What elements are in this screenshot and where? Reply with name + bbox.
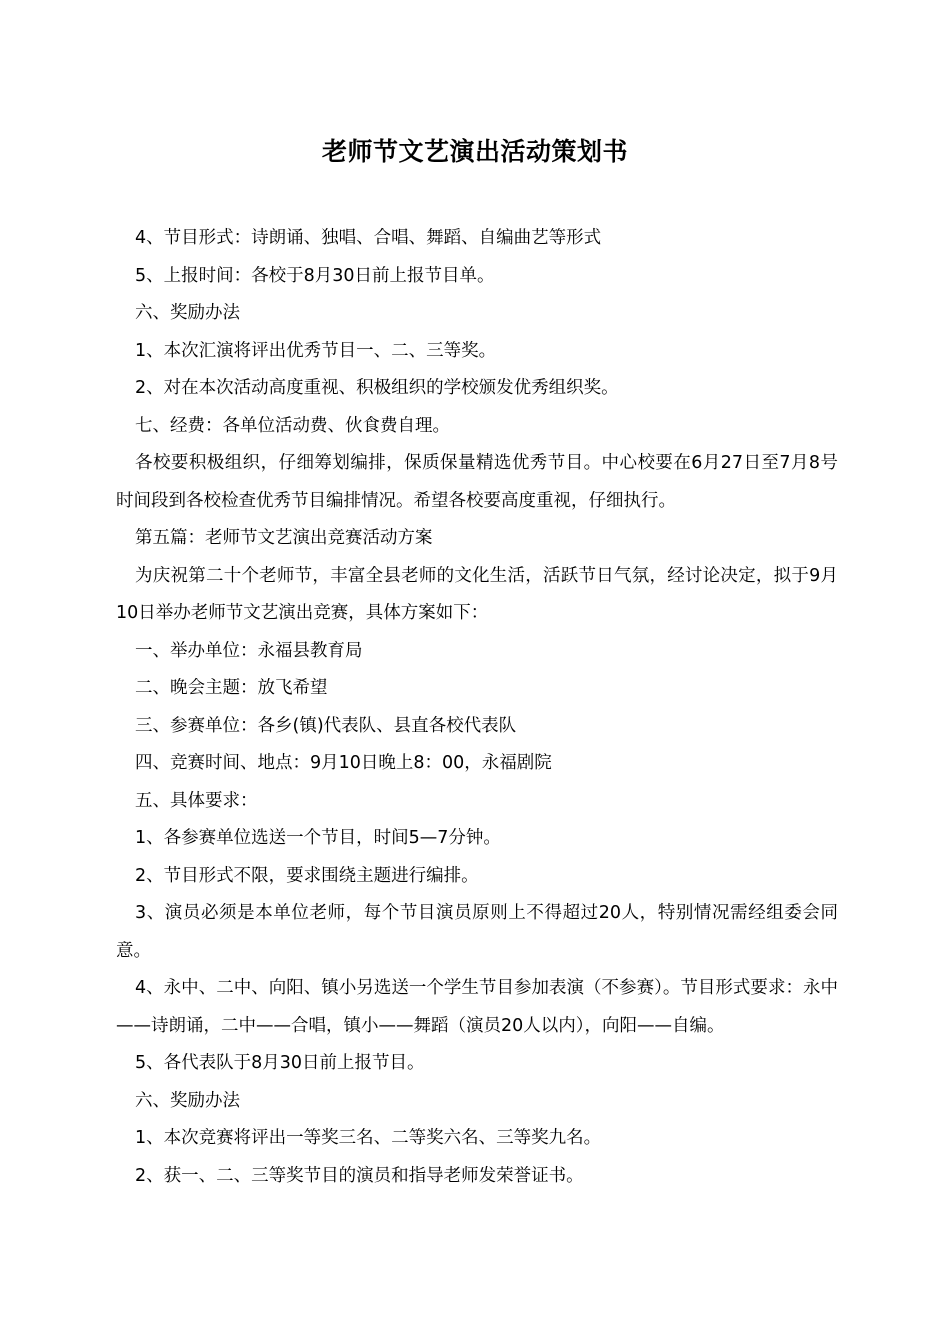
paragraph-organize: 各校要积极组织，仔细筹划编排，保质保量精选优秀节目。中心校要在6月27日至7月8号时间段到各校检查优秀节目编排情况。希望各校要高度重视，仔细执行。 — [116, 453, 838, 511]
document-title: 老师节文艺演出活动策划书 — [321, 137, 628, 166]
paragraph-award-2: 2、获一、二、三等奖节目的演员和指导老师发荣誉证书。 — [135, 1165, 584, 1186]
paragraph-funding: 七、经费：各单位活动费、伙食费自理。 — [135, 415, 450, 436]
section-heading-rewards-2: 六、奖励办法 — [135, 1090, 240, 1111]
paragraph-requirement-4: 4、永中、二中、向阳、镇小另选送一个学生节目参加表演（不参赛）。节目形式要求：永中——诗朗诵，二中——合唱，镇小——舞蹈（演员20人以内），向阳——自编。 — [116, 978, 838, 1036]
paragraph-requirement-2: 2、节目形式不限，要求围绕主题进行编排。 — [135, 865, 479, 886]
paragraph-requirement-1: 1、各参赛单位选送一个节目，时间5—7分钟。 — [135, 828, 501, 848]
paragraph-reward-1: 1、本次汇演将评出优秀节目一、二、三等奖。 — [135, 340, 497, 361]
paragraph-intro: 为庆祝第二十个老师节，丰富全县老师的文化生活，活跃节日气氛，经讨论决定，拟于9月10日举办老师节文艺演出竞赛，具体方案如下： — [116, 565, 838, 623]
paragraph-program-form: 4、节目形式：诗朗诵、独唱、合唱、舞蹈、自编曲艺等形式 — [135, 228, 602, 248]
paragraph-organizer: 一、举办单位：永福县教育局 — [135, 640, 363, 661]
paragraph-award-1: 1、本次竞赛将评出一等奖三名、二等奖六名、三等奖九名。 — [135, 1128, 602, 1148]
document-body — [116, 220, 838, 1195]
paragraph-reward-2: 2、对在本次活动高度重视、积极组织的学校颁发优秀组织奖。 — [135, 378, 619, 398]
paragraph-theme: 二、晚会主题：放飞希望 — [135, 678, 328, 698]
paragraph-time-place: 四、竞赛时间、地点：9月10日晚上8：00，永福剧院 — [135, 753, 552, 773]
paragraph-requirement-5: 5、各代表队于8月30日前上报节目。 — [135, 1053, 425, 1073]
section-heading-part-five: 第五篇：老师节文艺演出竞赛活动方案 — [135, 528, 433, 548]
paragraph-participants: 三、参赛单位：各乡(镇)代表队、县直各校代表队 — [135, 715, 517, 736]
paragraph-requirement-3: 3、演员必须是本单位老师，每个节目演员原则上不得超过20人，特别情况需经组委会同意。 — [116, 903, 838, 961]
section-heading-rewards: 六、奖励办法 — [135, 303, 240, 323]
section-heading-requirements: 五、具体要求： — [135, 790, 258, 811]
paragraph-report-time: 5、上报时间：各校于8月30日前上报节目单。 — [135, 265, 495, 286]
